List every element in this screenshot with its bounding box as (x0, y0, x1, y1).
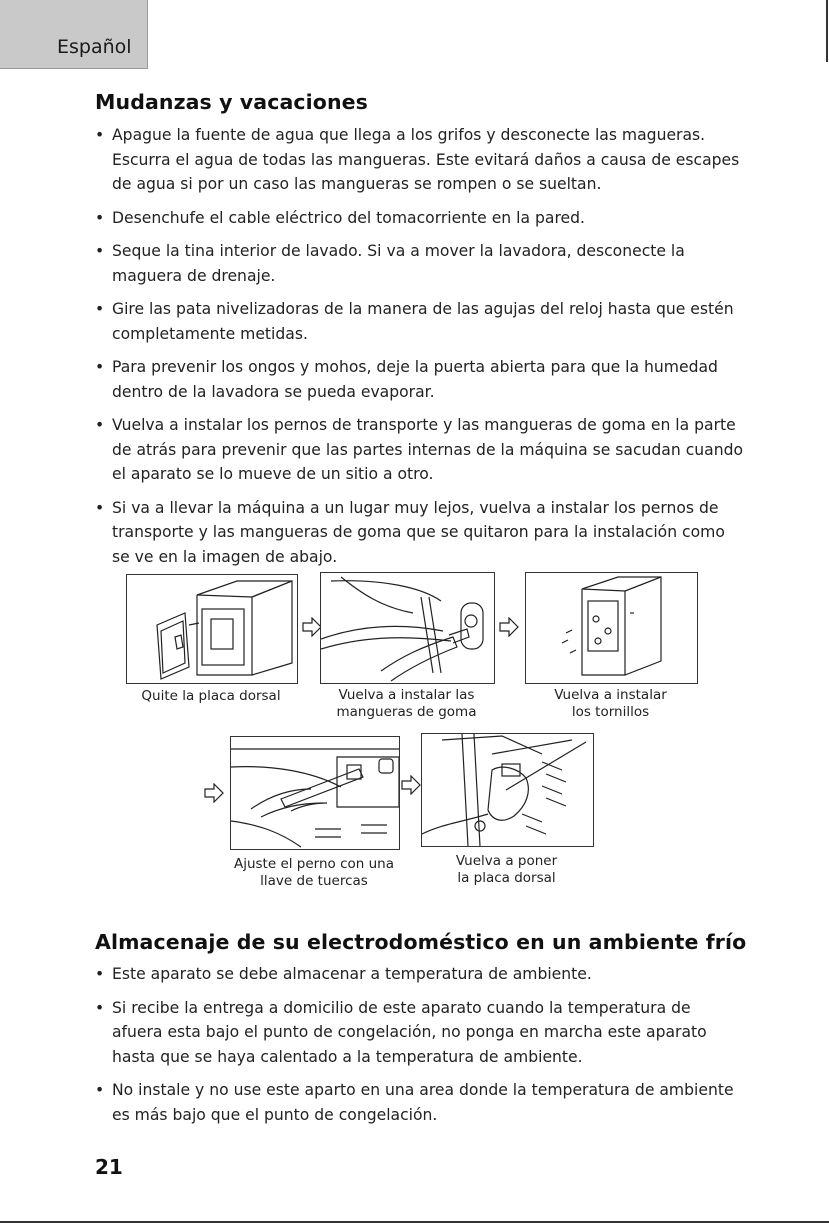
list-item: • Vuelva a instalar los pernos de transporte y las mangueras de goma en la parte de atrás para prevenir que las partes internas de la máquina se sacudan cuando el aparato se lo mueve de un sitio a otro. (95, 413, 745, 487)
arrow-right-icon (499, 617, 519, 637)
caption-line: Ajuste el perno con una (233, 856, 395, 872)
caption-tighten-bolt (230, 856, 398, 890)
caption-remove-back-panel (126, 688, 296, 705)
figure-tighten-bolt (230, 736, 400, 850)
figure-remove-back-panel (126, 574, 298, 684)
list-item: • No instale y no use este aparto en una area donde la temperatura de ambiente es más bajo que el punto de congelación. (95, 1078, 745, 1127)
caption-line: mangueras de goma (336, 704, 477, 720)
arrow-right-icon (204, 783, 224, 803)
caption-line: Vuelva a poner (455, 853, 558, 869)
caption-line: llave de tuercas (260, 873, 368, 889)
caption-line: la placa dorsal (457, 870, 556, 886)
bottom-rule (0, 1221, 829, 1223)
wrench-bolt-illustration (231, 737, 399, 849)
list-item: • Seque la tina interior de lavado. Si va a mover la lavadora, desconecte la maguera de drenaje. (95, 239, 745, 288)
caption-line: Vuelva a instalar las (338, 687, 475, 703)
moving-bullet-list (95, 123, 745, 578)
figure-reinstall-screws (525, 572, 698, 684)
page-number: 21 (95, 1155, 123, 1179)
cold-storage-bullet-list (95, 962, 745, 1136)
screws-installation-illustration (526, 573, 697, 683)
arrow-right-icon (401, 775, 421, 795)
right-edge-rule (826, 0, 828, 62)
caption-line: Quite la placa dorsal (141, 688, 281, 704)
caption-line: Vuelva a instalar (554, 687, 667, 703)
section-title-cold-storage: Almacenaje de su electrodoméstico en un ambiente frío (95, 930, 747, 954)
list-item: • Este aparato se debe almacenar a temperatura de ambiente. (95, 962, 745, 987)
caption-line: los tornillos (571, 704, 650, 720)
section-title-moving: Mudanzas y vacaciones (95, 90, 368, 114)
list-item: • Apague la fuente de agua que llega a los grifos y desconecte las magueras. Escurra el agua de todas las mangueras. Este evitará daños a causa de escapes de agua si por un caso las mangueras se rompen o se sueltan. (95, 123, 745, 197)
arrow-right-icon (302, 617, 322, 637)
figure-reinstall-hoses (320, 572, 495, 684)
list-item: • Para prevenir los ongos y mohos, deje la puerta abierta para que la humedad dentro de la lavadora se pueda evaporar. (95, 355, 745, 404)
caption-reinstall-screws (525, 687, 696, 721)
language-tab (0, 0, 148, 69)
figure-replace-back-panel (421, 733, 594, 847)
list-item: • Si recibe la entrega a domicilio de este aparato cuando la temperatura de afuera esta bajo el punto de congelación, no ponga en marcha este aparato hasta que se haya calentado a la temperatura de ambiente. (95, 996, 745, 1070)
list-item: • Gire las pata nivelizadoras de la manera de las agujas del reloj hasta que estén completamente metidas. (95, 297, 745, 346)
caption-reinstall-hoses (320, 687, 493, 721)
hose-installation-illustration (321, 573, 494, 683)
back-panel-replacement-illustration (422, 734, 593, 846)
list-item: • Desenchufe el cable eléctrico del tomacorriente en la pared. (95, 206, 745, 231)
washer-back-panel-illustration (127, 575, 297, 683)
language-label: Español (57, 36, 132, 58)
list-item: • Si va a llevar la máquina a un lugar muy lejos, vuelva a instalar los pernos de transporte y las mangueras de goma que se quitaron para la instalación como se ve en la imagen de abajo. (95, 496, 745, 570)
caption-replace-back-panel (421, 853, 592, 887)
